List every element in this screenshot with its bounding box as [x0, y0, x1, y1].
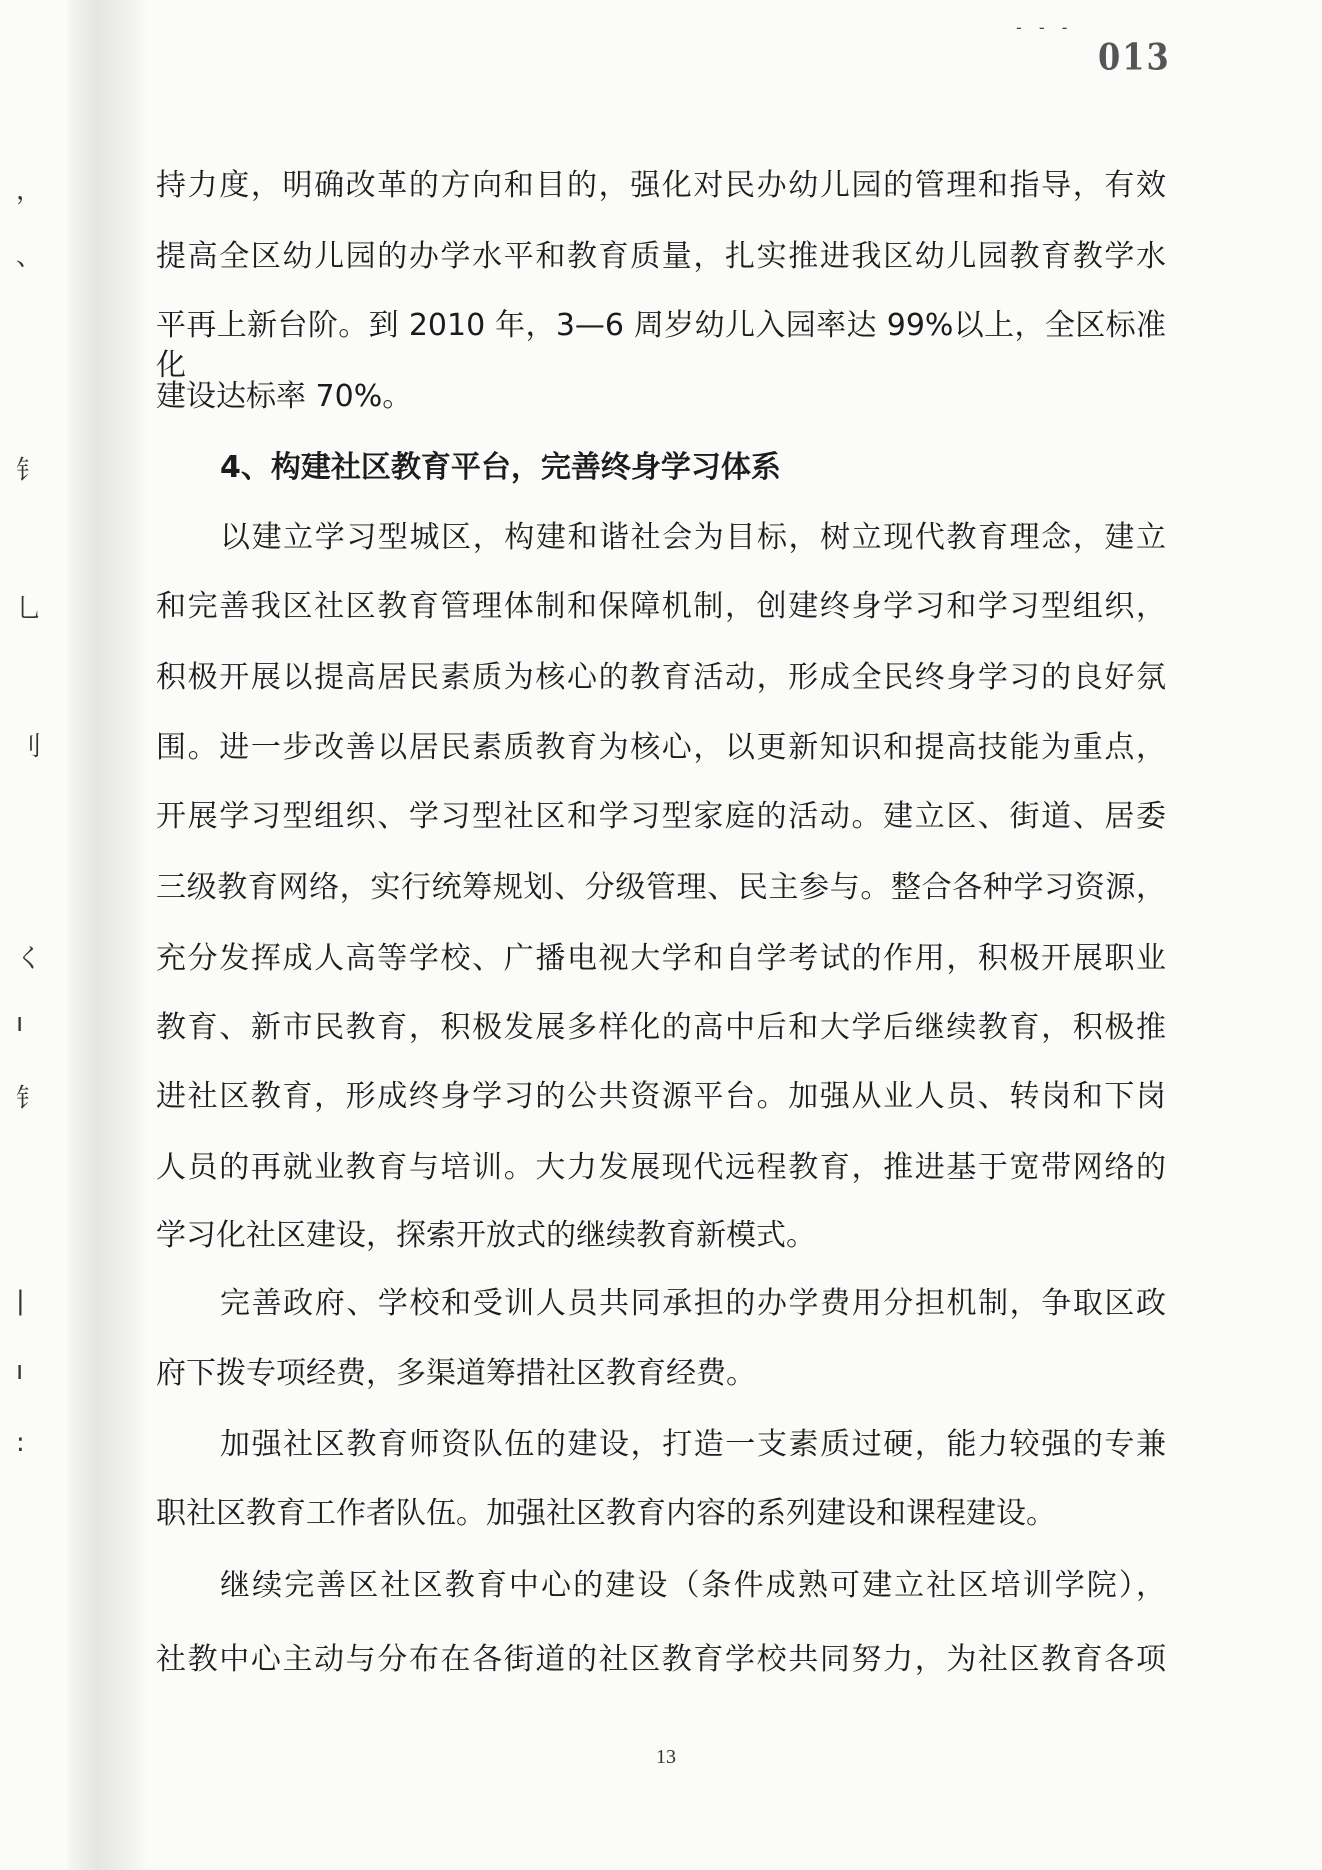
page-number: 13: [656, 1746, 676, 1768]
margin-mark: ，: [16, 176, 43, 206]
archive-page-stamp: 013: [1098, 35, 1171, 79]
margin-mark: ı: [16, 1356, 24, 1386]
binding-shadow: [68, 0, 148, 1870]
margin-mark: 刂: [16, 732, 43, 762]
text-line: 人员的再就业教育与培训。大力发展现代远程教育，推进基于宽带网络的: [156, 1150, 1166, 1185]
text-line: 社教中心主动与分布在各街道的社区教育学校共同努力，为社区教育各项: [156, 1642, 1166, 1677]
margin-mark: 乚: [16, 594, 43, 624]
margin-mark: く: [16, 944, 43, 974]
text-line: 教育、新市民教育，积极发展多样化的高中后和大学后继续教育，积极推: [156, 1010, 1166, 1045]
text-line: 职社区教育工作者队伍。加强社区教育内容的系列建设和课程建设。: [156, 1496, 1056, 1531]
text-line: 积极开展以提高居民素质为核心的教育活动，形成全民终身学习的良好氛: [156, 660, 1166, 695]
text-line: 进社区教育，形成终身学习的公共资源平台。加强从业人员、转岗和下岗: [156, 1079, 1166, 1114]
text-line: 完善政府、学校和受训人员共同承担的办学费用分担机制，争取区政: [220, 1286, 1166, 1321]
margin-mark: :: [16, 1428, 25, 1458]
margin-mark: ı: [16, 1008, 24, 1038]
margin-mark: 钅: [16, 1084, 43, 1114]
stamp-dash: - - -: [1016, 18, 1074, 37]
text-line: 建设达标率 70%。: [156, 379, 413, 414]
text-line: 继续完善区社区教育中心的建设（条件成熟可建立社区培训学院），: [220, 1568, 1166, 1603]
margin-mark: 、: [16, 242, 43, 272]
text-line: 以建立学习型城区，构建和谐社会为目标，树立现代教育理念，建立: [220, 520, 1166, 555]
text-line: 持力度，明确改革的方向和目的，强化对民办幼儿园的管理和指导，有效: [156, 168, 1166, 203]
section-heading: 4、构建社区教育平台，完善终身学习体系: [220, 450, 781, 485]
text-line: 和完善我区社区教育管理体制和保障机制，创建终身学习和学习型组织，: [156, 589, 1166, 624]
text-line: 提高全区幼儿园的办学水平和教育质量，扎实推进我区幼儿园教育教学水: [156, 239, 1166, 274]
text-line: 平再上新台阶。到 2010 年，3—6 周岁幼儿入园率达 99%以上，全区标准化: [156, 308, 1166, 383]
text-line: 府下拨专项经费，多渠道筹措社区教育经费。: [156, 1356, 756, 1391]
margin-mark: 钅: [16, 456, 43, 486]
text-line: 开展学习型组织、学习型社区和学习型家庭的活动。建立区、街道、居委: [156, 799, 1166, 834]
text-line: 三级教育网络，实行统筹规划、分级管理、民主参与。整合各种学习资源，: [156, 870, 1166, 905]
margin-mark: |: [16, 1286, 25, 1316]
text-line: 学习化社区建设，探索开放式的继续教育新模式。: [156, 1218, 816, 1253]
text-line: 加强社区教育师资队伍的建设，打造一支素质过硬，能力较强的专兼: [220, 1427, 1166, 1462]
text-line: 充分发挥成人高等学校、广播电视大学和自学考试的作用，积极开展职业: [156, 941, 1166, 976]
text-line: 围。进一步改善以居民素质教育为核心，以更新知识和提高技能为重点，: [156, 730, 1166, 765]
